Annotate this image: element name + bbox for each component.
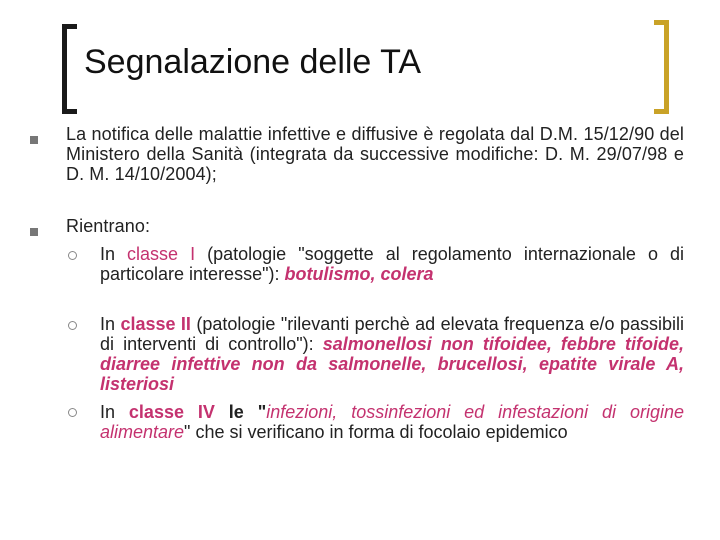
left-bracket-decoration — [62, 24, 77, 114]
circle-bullet-icon — [68, 321, 77, 330]
circle-bullet-icon — [68, 251, 77, 260]
subitem-prefix: In — [100, 402, 129, 422]
subitem-classe-1 — [100, 244, 684, 284]
diseases-highlight: botulismo, colera — [284, 264, 434, 284]
subitem-prefix: In — [100, 314, 121, 334]
subitem-classe-4 — [100, 402, 684, 442]
subitem-description: (patologie "soggette al regolamento internazionale o di particolare interesse"): — [100, 244, 684, 284]
subitem-suffix: " che si verificano in forma di focolaio epidemico — [184, 422, 568, 442]
subitem-prefix: In — [100, 244, 128, 264]
class-label: classe II — [120, 314, 191, 334]
item-rientrano-text: Rientrano: — [66, 216, 151, 236]
class-label: classe IV — [128, 402, 215, 422]
square-bullet-icon — [30, 228, 38, 236]
diseases-highlight: salmonellosi non tifoidee, febbre tifoide, diarree infettive non da salmonelle, brucellosi, epatite virale A, listeriosi — [100, 334, 684, 394]
class-label: classe I — [127, 244, 196, 264]
right-bracket-decoration — [654, 20, 669, 114]
subitem-description: (patologie "rilevanti perchè ad elevata frequenza e/o passibili di interventi di controllo"): — [100, 314, 684, 354]
subitem-description: le " — [214, 402, 267, 422]
square-bullet-icon — [30, 136, 38, 144]
circle-bullet-icon — [68, 408, 77, 417]
item-notifica-text: La notifica delle malattie infettive e diffusive è regolata dal D.M. 15/12/90 del Ministero della Sanità (integrata da successive modifiche: D. M. 29/07/98 e D. M. 14/10/2004); — [66, 124, 684, 184]
subitem-classe-2 — [100, 314, 684, 394]
page-title: Segnalazione delle TA — [84, 43, 422, 81]
diseases-highlight: infezioni, tossinfezioni ed infestazioni di origine alimentare — [100, 402, 684, 442]
